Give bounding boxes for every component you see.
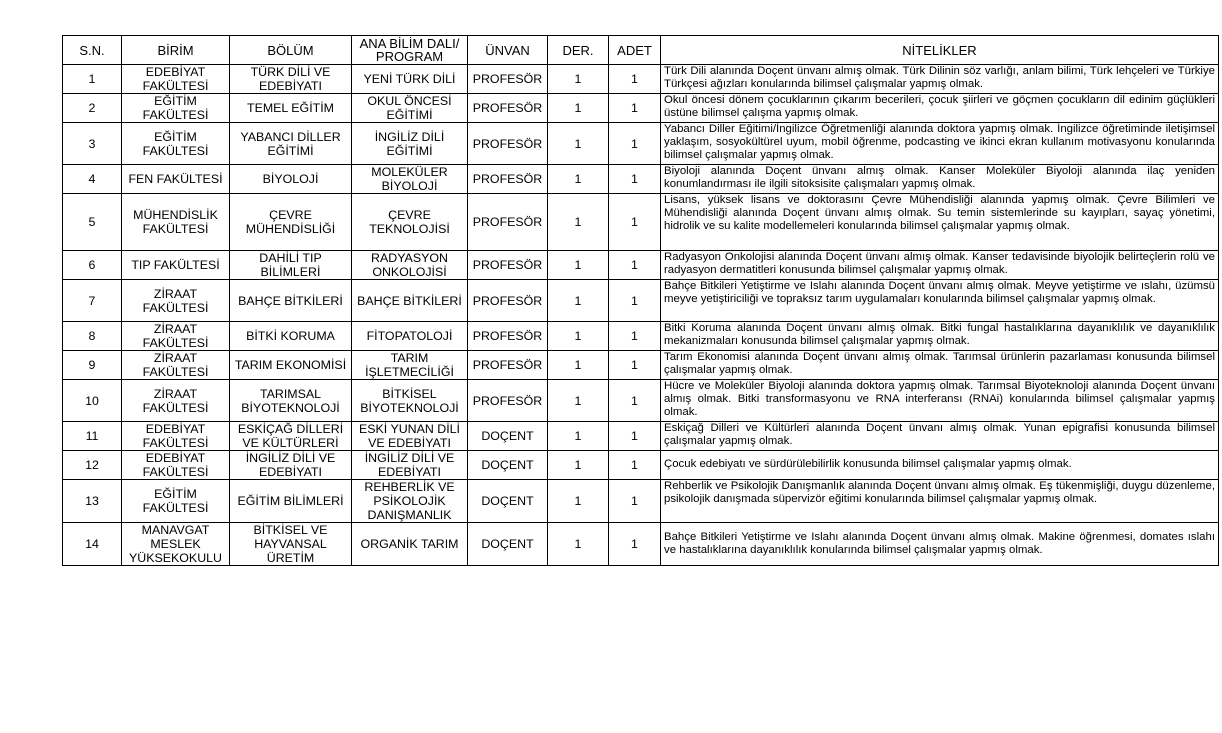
table-row — [63, 280, 1219, 322]
header-program: ANA BİLİM DALI/ PROGRAM — [352, 36, 468, 65]
cell-birim: FEN FAKÜLTESİ — [122, 165, 230, 194]
cell-nitelikler: Lisans, yüksek lisans ve doktorasını Çevre Mühendisliği alanında yapmış olmak. Çevre Bilimleri ve Mühendisliği alanında Doçent ünvanı almış olmak. Su temin sistemlerinde su kayıpları, sayaç yönetimi, hidrolik ve su kalite modellemeleri konularında bilimsel çalışmalar yapmış olmak. — [661, 194, 1219, 251]
cell-program: ÇEVRE TEKNOLOJİSİ — [352, 194, 468, 251]
cell-program: FİTOPATOLOJİ — [352, 322, 468, 351]
cell-sn: 10 — [63, 380, 122, 422]
document-page — [62, 35, 1218, 566]
cell-program: YENİ TÜRK DİLİ — [352, 65, 468, 94]
table-row — [63, 251, 1219, 280]
cell-sn: 2 — [63, 94, 122, 123]
cell-bolum: EĞİTİM BİLİMLERİ — [230, 480, 352, 523]
header-birim: BİRİM — [122, 36, 230, 65]
cell-adet: 1 — [609, 380, 661, 422]
cell-adet: 1 — [609, 194, 661, 251]
cell-sn: 8 — [63, 322, 122, 351]
cell-der: 1 — [548, 322, 609, 351]
cell-der: 1 — [548, 94, 609, 123]
cell-unvan: PROFESÖR — [468, 322, 548, 351]
cell-nitelikler: Çocuk edebiyatı ve sürdürülebilirlik konusunda bilimsel çalışmalar yapmış olmak. — [661, 451, 1219, 480]
cell-der: 1 — [548, 523, 609, 566]
cell-adet: 1 — [609, 351, 661, 380]
cell-nitelikler: Tarım Ekonomisi alanında Doçent ünvanı almış olmak. Tarımsal ürünlerin pazarlaması konusunda bilimsel çalışmalar yapmış olmak. — [661, 351, 1219, 380]
cell-birim: EĞİTİM FAKÜLTESİ — [122, 94, 230, 123]
header-nitelikler: NİTELİKLER — [661, 36, 1219, 65]
cell-nitelikler: Bahçe Bitkileri Yetiştirme ve Islahı alanında Doçent ünvanı almış olmak. Meyve yetiştirme ve ıslahı, üzümsü meyve yetiştiriciliği ve topraksız tarım uygulamaları konularında bilimsel çalışmalar yapmış olmak. — [661, 280, 1219, 322]
cell-der: 1 — [548, 65, 609, 94]
cell-adet: 1 — [609, 94, 661, 123]
cell-sn: 12 — [63, 451, 122, 480]
cell-program: ORGANİK TARIM — [352, 523, 468, 566]
cell-nitelikler: Bitki Koruma alanında Doçent ünvanı almış olmak. Bitki fungal hastalıklarına dayanıklılık ve dayanıklılık mekanizmaları konusunda bilimsel çalışmalar yapmış olmak. — [661, 322, 1219, 351]
cell-program: BAHÇE BİTKİLERİ — [352, 280, 468, 322]
cell-adet: 1 — [609, 165, 661, 194]
cell-nitelikler: Yabancı Diller Eğitimi/İngilizce Öğretmenliği alanında doktora yapmış olmak. İngilizce öğretiminde iletişimsel yaklaşım, sosyokültürel uyum, mobil öğrenme, podcasting ve ikinci ekran kullanım motivasyonu konularında bilimsel çalışmalar yapmış olmak. — [661, 123, 1219, 165]
cell-unvan: DOÇENT — [468, 523, 548, 566]
cell-program: REHBERLİK VE PSİKOLOJİK DANIŞMANLIK — [352, 480, 468, 523]
cell-sn: 13 — [63, 480, 122, 523]
cell-unvan: PROFESÖR — [468, 123, 548, 165]
cell-birim: EDEBİYAT FAKÜLTESİ — [122, 422, 230, 451]
cell-adet: 1 — [609, 422, 661, 451]
cell-program: İNGİLİZ DİLİ EĞİTİMİ — [352, 123, 468, 165]
cell-sn: 9 — [63, 351, 122, 380]
cell-bolum: İNGİLİZ DİLİ VE EDEBİYATI — [230, 451, 352, 480]
cell-der: 1 — [548, 480, 609, 523]
cell-adet: 1 — [609, 322, 661, 351]
cell-bolum: BİYOLOJİ — [230, 165, 352, 194]
header-adet: ADET — [609, 36, 661, 65]
cell-unvan: DOÇENT — [468, 451, 548, 480]
cell-adet: 1 — [609, 251, 661, 280]
cell-birim: ZİRAAT FAKÜLTESİ — [122, 322, 230, 351]
cell-bolum: YABANCI DİLLER EĞİTİMİ — [230, 123, 352, 165]
cell-der: 1 — [548, 380, 609, 422]
table-row — [63, 480, 1219, 523]
cell-sn: 5 — [63, 194, 122, 251]
cell-nitelikler: Rehberlik ve Psikolojik Danışmanlık alanında Doçent ünvanı almış olmak. Eş tükenmişliği, duygu düzenleme, psikolojik danışmada süpervizör eğitimi konularında bilimsel çalışmalar yapmış olmak. — [661, 480, 1219, 523]
cell-unvan: PROFESÖR — [468, 380, 548, 422]
header-bolum: BÖLÜM — [230, 36, 352, 65]
cell-bolum: TARIM EKONOMİSİ — [230, 351, 352, 380]
cell-birim: EĞİTİM FAKÜLTESİ — [122, 123, 230, 165]
cell-unvan: PROFESÖR — [468, 65, 548, 94]
cell-birim: EDEBİYAT FAKÜLTESİ — [122, 451, 230, 480]
cell-unvan: PROFESÖR — [468, 280, 548, 322]
cell-bolum: DAHİLİ TIP BİLİMLERİ — [230, 251, 352, 280]
cell-sn: 14 — [63, 523, 122, 566]
cell-unvan: DOÇENT — [468, 480, 548, 523]
cell-program: TARIM İŞLETMECİLİĞİ — [352, 351, 468, 380]
cell-birim: MANAVGAT MESLEK YÜKSEKOKULU — [122, 523, 230, 566]
cell-sn: 4 — [63, 165, 122, 194]
cell-adet: 1 — [609, 65, 661, 94]
cell-der: 1 — [548, 280, 609, 322]
cell-der: 1 — [548, 251, 609, 280]
cell-bolum: ÇEVRE MÜHENDİSLİĞİ — [230, 194, 352, 251]
cell-program: İNGİLİZ DİLİ VE EDEBİYATI — [352, 451, 468, 480]
cell-adet: 1 — [609, 523, 661, 566]
table-row — [63, 351, 1219, 380]
cell-der: 1 — [548, 123, 609, 165]
cell-nitelikler: Türk Dili alanında Doçent ünvanı almış olmak. Türk Dilinin söz varlığı, anlam bilimi, Türk lehçeleri ve Türkiye Türkçesi ağızları konularında bilimsel çalışmalar yapmış olmak. — [661, 65, 1219, 94]
cell-bolum: ESKİÇAĞ DİLLERİ VE KÜLTÜRLERİ — [230, 422, 352, 451]
cell-birim: ZİRAAT FAKÜLTESİ — [122, 351, 230, 380]
cell-birim: ZİRAAT FAKÜLTESİ — [122, 380, 230, 422]
cell-nitelikler: Eskiçağ Dilleri ve Kültürleri alanında Doçent ünvanı almış olmak. Yunan epigrafisi konusunda bilimsel çalışmalar yapmış olmak. — [661, 422, 1219, 451]
cell-sn: 1 — [63, 65, 122, 94]
table-row — [63, 165, 1219, 194]
cell-der: 1 — [548, 451, 609, 480]
cell-bolum: TARIMSAL BİYOTEKNOLOJİ — [230, 380, 352, 422]
cell-birim: EDEBİYAT FAKÜLTESİ — [122, 65, 230, 94]
cell-unvan: PROFESÖR — [468, 351, 548, 380]
cell-unvan: DOÇENT — [468, 422, 548, 451]
table-body — [63, 65, 1219, 566]
cell-bolum: TEMEL EĞİTİM — [230, 94, 352, 123]
cell-sn: 6 — [63, 251, 122, 280]
cell-adet: 1 — [609, 480, 661, 523]
cell-adet: 1 — [609, 280, 661, 322]
cell-sn: 11 — [63, 422, 122, 451]
cell-birim: TIP FAKÜLTESİ — [122, 251, 230, 280]
cell-der: 1 — [548, 165, 609, 194]
cell-nitelikler: Radyasyon Onkolojisi alanında Doçent ünvanı almış olmak. Kanser tedavisinde biyolojik belirteçlerin rolü ve radyasyon dermatitleri konusunda bilimsel çalışmalar yapmış olmak. — [661, 251, 1219, 280]
cell-bolum: TÜRK DİLİ VE EDEBİYATI — [230, 65, 352, 94]
table-row — [63, 123, 1219, 165]
cell-bolum: BİTKİ KORUMA — [230, 322, 352, 351]
table-row — [63, 322, 1219, 351]
cell-birim: ZİRAAT FAKÜLTESİ — [122, 280, 230, 322]
cell-birim: MÜHENDİSLİK FAKÜLTESİ — [122, 194, 230, 251]
cell-sn: 7 — [63, 280, 122, 322]
cell-bolum: BİTKİSEL VE HAYVANSAL ÜRETİM — [230, 523, 352, 566]
cell-unvan: PROFESÖR — [468, 94, 548, 123]
cell-nitelikler: Bahçe Bitkileri Yetiştirme ve Islahı alanında Doçent ünvanı almış olmak. Makine öğrenmesi, domates ıslahı ve hastalıklarına dayanıklılık konularında bilimsel çalışmalar yapmış olmak. — [661, 523, 1219, 566]
cell-nitelikler: Hücre ve Moleküler Biyoloji alanında doktora yapmış olmak. Tarımsal Biyoteknoloji alanında Doçent ünvanı almış olmak. Bitki transformasyonu ve RNA interferansı (RNAi) konularında bilimsel çalışmalar yapmış olmak. — [661, 380, 1219, 422]
cell-unvan: PROFESÖR — [468, 194, 548, 251]
cell-program: BİTKİSEL BİYOTEKNOLOJİ — [352, 380, 468, 422]
positions-table — [62, 35, 1219, 566]
cell-bolum: BAHÇE BİTKİLERİ — [230, 280, 352, 322]
cell-der: 1 — [548, 194, 609, 251]
header-sn: S.N. — [63, 36, 122, 65]
cell-der: 1 — [548, 422, 609, 451]
table-row — [63, 380, 1219, 422]
cell-adet: 1 — [609, 123, 661, 165]
cell-adet: 1 — [609, 451, 661, 480]
cell-unvan: PROFESÖR — [468, 165, 548, 194]
table-row — [63, 65, 1219, 94]
cell-birim: EĞİTİM FAKÜLTESİ — [122, 480, 230, 523]
table-row — [63, 194, 1219, 251]
table-row — [63, 523, 1219, 566]
header-row — [63, 36, 1219, 65]
header-der: DER. — [548, 36, 609, 65]
cell-program: RADYASYON ONKOLOJİSİ — [352, 251, 468, 280]
cell-nitelikler: Biyoloji alanında Doçent ünvanı almış olmak. Kanser Moleküler Biyoloji alanında ilaç yeniden konumlandırması ile ilgili sitoksisite çalışmaları yapmış olmak. — [661, 165, 1219, 194]
table-row — [63, 94, 1219, 123]
header-unvan: ÜNVAN — [468, 36, 548, 65]
cell-der: 1 — [548, 351, 609, 380]
cell-sn: 3 — [63, 123, 122, 165]
table-row — [63, 451, 1219, 480]
cell-unvan: PROFESÖR — [468, 251, 548, 280]
cell-program: ESKİ YUNAN DİLİ VE EDEBİYATI — [352, 422, 468, 451]
cell-program: MOLEKÜLER BİYOLOJİ — [352, 165, 468, 194]
cell-program: OKUL ÖNCESİ EĞİTİMİ — [352, 94, 468, 123]
cell-nitelikler: Okul öncesi dönem çocuklarının çıkarım becerileri, çocuk şiirleri ve göçmen çocukların dil edinim güçlükleri üstüne bilimsel çalışma yapmış olmak. — [661, 94, 1219, 123]
table-row — [63, 422, 1219, 451]
